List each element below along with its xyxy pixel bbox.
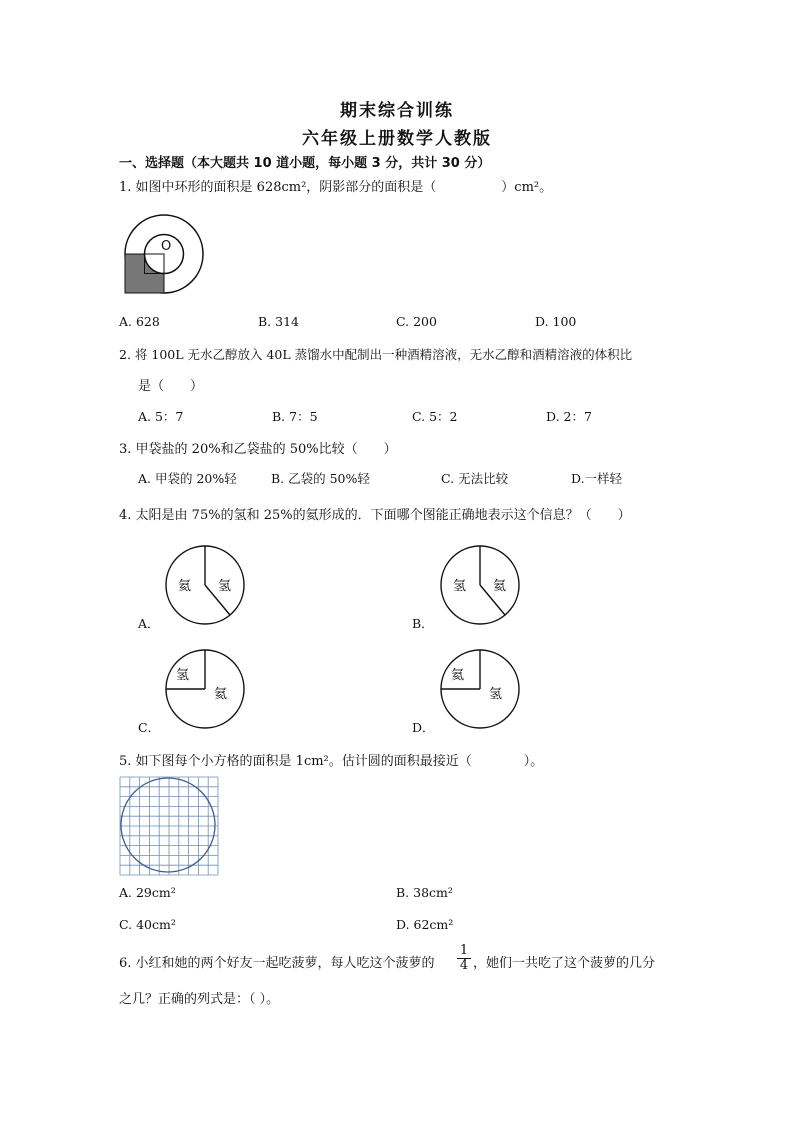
question-3-text: 3. 甲袋盐的 20%和乙袋盐的 50%比较（ ） bbox=[119, 442, 397, 457]
pie-a-right-label: 氢 bbox=[218, 579, 232, 594]
q1-option-d[interactable]: D. 100 bbox=[535, 314, 577, 329]
pie-b-right-label: 氦 bbox=[493, 579, 507, 594]
question-2-text: 2. 将 100L 无水乙醇放入 40L 蒸馏水中配制出一种酒精溶液，无水乙醇和酒精溶液的体积比 bbox=[119, 347, 633, 362]
q2-option-d[interactable]: D. 2：7 bbox=[546, 409, 592, 424]
question-6-text-cont: ，她们一共吃了这个菠萝的几分 bbox=[473, 956, 656, 971]
question-6-text: 6. 小红和她的两个好友一起吃菠萝，每人吃这个菠萝的 bbox=[119, 956, 435, 971]
q6-fraction bbox=[457, 944, 471, 973]
q3-option-a[interactable]: A. 甲袋的 20%轻 bbox=[138, 471, 237, 486]
q4-option-b-label[interactable]: B． bbox=[412, 616, 434, 631]
question-2-text-line2: 是（ ） bbox=[138, 379, 204, 394]
pie-d-left-label: 氦 bbox=[451, 668, 465, 683]
section-heading: 一、选择题（本大题共 10 道小题，每小题 3 分，共计 30 分） bbox=[119, 156, 491, 171]
q4-option-c-label[interactable]: C． bbox=[138, 720, 161, 735]
q4-pie-c[interactable] bbox=[164, 648, 246, 730]
q2-option-a[interactable]: A. 5：7 bbox=[138, 409, 184, 424]
q1-option-a[interactable]: A. 628 bbox=[119, 314, 160, 329]
q5-grid-figure bbox=[119, 776, 219, 876]
fraction-numerator: 1 bbox=[457, 944, 471, 959]
q5-option-d[interactable]: D. 62cm² bbox=[396, 917, 454, 932]
q3-option-d[interactable]: D.一样轻 bbox=[571, 471, 623, 486]
q5-option-b[interactable]: B. 38cm² bbox=[396, 885, 453, 900]
question-5-text: 5. 如下图每个小方格的面积是 1cm²。估计圆的面积最接近（ ）。 bbox=[119, 754, 544, 769]
question-4-text: 4. 太阳是由 75%的氢和 25%的氦形成的．下面哪个图能正确地表示这个信息？（ ） bbox=[119, 508, 631, 523]
q5-option-a[interactable]: A. 29cm² bbox=[119, 885, 176, 900]
q1-center-label: O bbox=[161, 239, 172, 254]
q5-option-c[interactable]: C. 40cm² bbox=[119, 917, 176, 932]
question-1-text: 1. 如图中环形的面积是 628cm²，阴影部分的面积是（ ）cm²。 bbox=[119, 180, 553, 195]
q2-option-b[interactable]: B. 7：5 bbox=[272, 409, 318, 424]
pie-d-right-label: 氢 bbox=[489, 687, 503, 702]
q1-option-b[interactable]: B. 314 bbox=[258, 314, 299, 329]
pie-a-left-label: 氦 bbox=[178, 579, 192, 594]
pie-b-left-label: 氢 bbox=[453, 579, 467, 594]
question-6-text-line2: 之几？正确的列式是：（ ）。 bbox=[119, 992, 280, 1007]
q3-option-c[interactable]: C. 无法比较 bbox=[441, 471, 509, 486]
q4-pie-d[interactable] bbox=[439, 648, 521, 730]
pie-c-left-label: 氢 bbox=[176, 668, 190, 683]
q3-option-b[interactable]: B. 乙袋的 50%轻 bbox=[271, 471, 370, 486]
q1-ring-figure bbox=[120, 212, 210, 298]
q2-option-c[interactable]: C. 5：2 bbox=[412, 409, 458, 424]
page-subtitle: 六年级上册数学人教版 bbox=[302, 129, 492, 149]
q1-option-c[interactable]: C. 200 bbox=[396, 314, 437, 329]
pie-c-right-label: 氦 bbox=[214, 687, 228, 702]
q4-option-d-label[interactable]: D． bbox=[412, 720, 435, 735]
q4-pie-a[interactable] bbox=[164, 544, 246, 626]
fraction-denominator: 4 bbox=[459, 958, 469, 973]
q4-option-a-label[interactable]: A． bbox=[138, 616, 160, 631]
page-title: 期末综合训练 bbox=[340, 101, 454, 121]
q4-pie-b[interactable] bbox=[439, 544, 521, 626]
